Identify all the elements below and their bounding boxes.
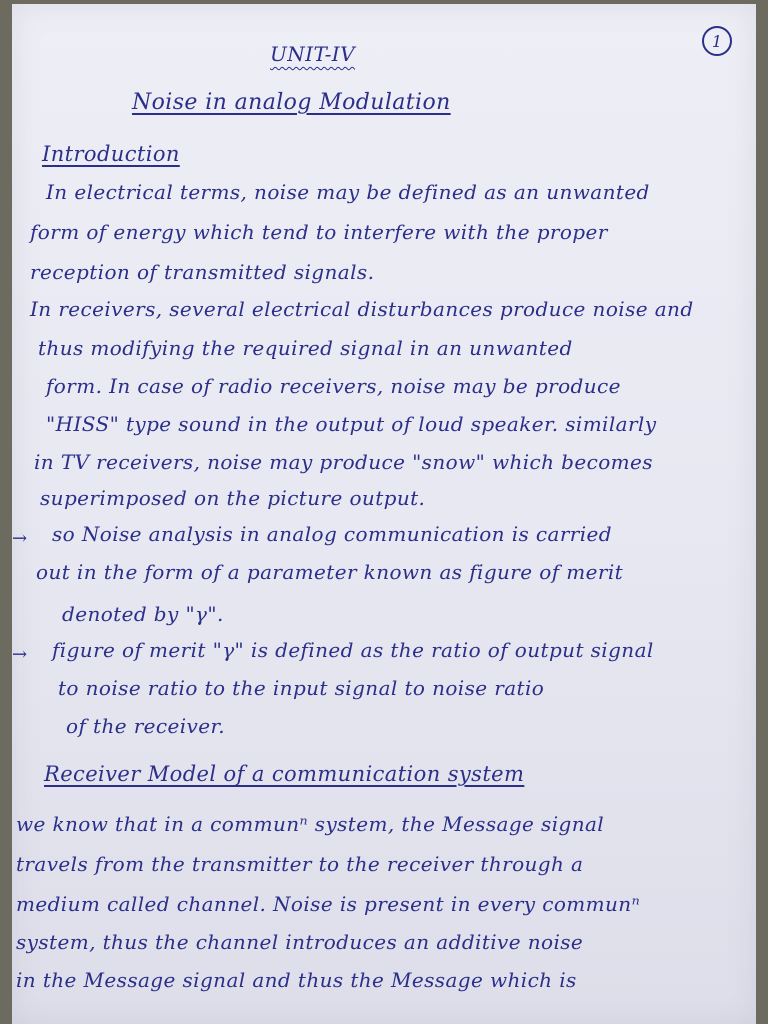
intro-line: form of energy which tend to interfere with the proper [30, 220, 608, 244]
unit-heading: UNIT-IV [270, 42, 355, 66]
para-line: superimposed on the picture output. [40, 486, 426, 510]
bullet-line: out in the form of a parameter known as figure of merit [36, 560, 624, 584]
page-number-text: 1 [711, 31, 723, 51]
page-title: Noise in analog Modulation [132, 90, 451, 115]
para-line: "HISS" type sound in the output of loud speaker. similarly [46, 412, 657, 436]
intro-line: In electrical terms, noise may be defined as an unwanted [46, 180, 650, 204]
bullet-line: so Noise analysis in analog communication is carried [52, 522, 612, 546]
section-heading: Receiver Model of a communication system [44, 762, 525, 786]
bullet-line: to noise ratio to the input signal to noise ratio [58, 676, 545, 700]
section-line: medium called channel. Noise is present in every communⁿ [16, 892, 641, 916]
para-line: thus modifying the required signal in an unwanted [38, 336, 573, 360]
intro-heading: Introduction [42, 142, 180, 166]
section-line: system, thus the channel introduces an additive noise [16, 930, 584, 954]
bullet-line: of the receiver. [66, 714, 225, 738]
bullet-line: denoted by "γ". [62, 602, 224, 626]
para-line: form. In case of radio receivers, noise may be produce [46, 374, 621, 398]
bullet-arrow-icon: → [12, 528, 28, 549]
bullet-arrow-icon: → [12, 644, 28, 665]
para-line: in TV receivers, noise may produce "snow" which becomes [34, 450, 653, 474]
para-line: In receivers, several electrical disturbances produce noise and [30, 297, 694, 321]
bullet-line: figure of merit "γ" is defined as the ratio of output signal [52, 638, 654, 662]
section-line: travels from the transmitter to the receiver through a [16, 852, 584, 876]
section-line: we know that in a communⁿ system, the Message signal [16, 812, 605, 836]
intro-line: reception of transmitted signals. [30, 260, 375, 284]
section-line: in the Message signal and thus the Message which is [16, 968, 577, 992]
notebook-page [12, 4, 756, 1024]
page-number [702, 26, 732, 56]
